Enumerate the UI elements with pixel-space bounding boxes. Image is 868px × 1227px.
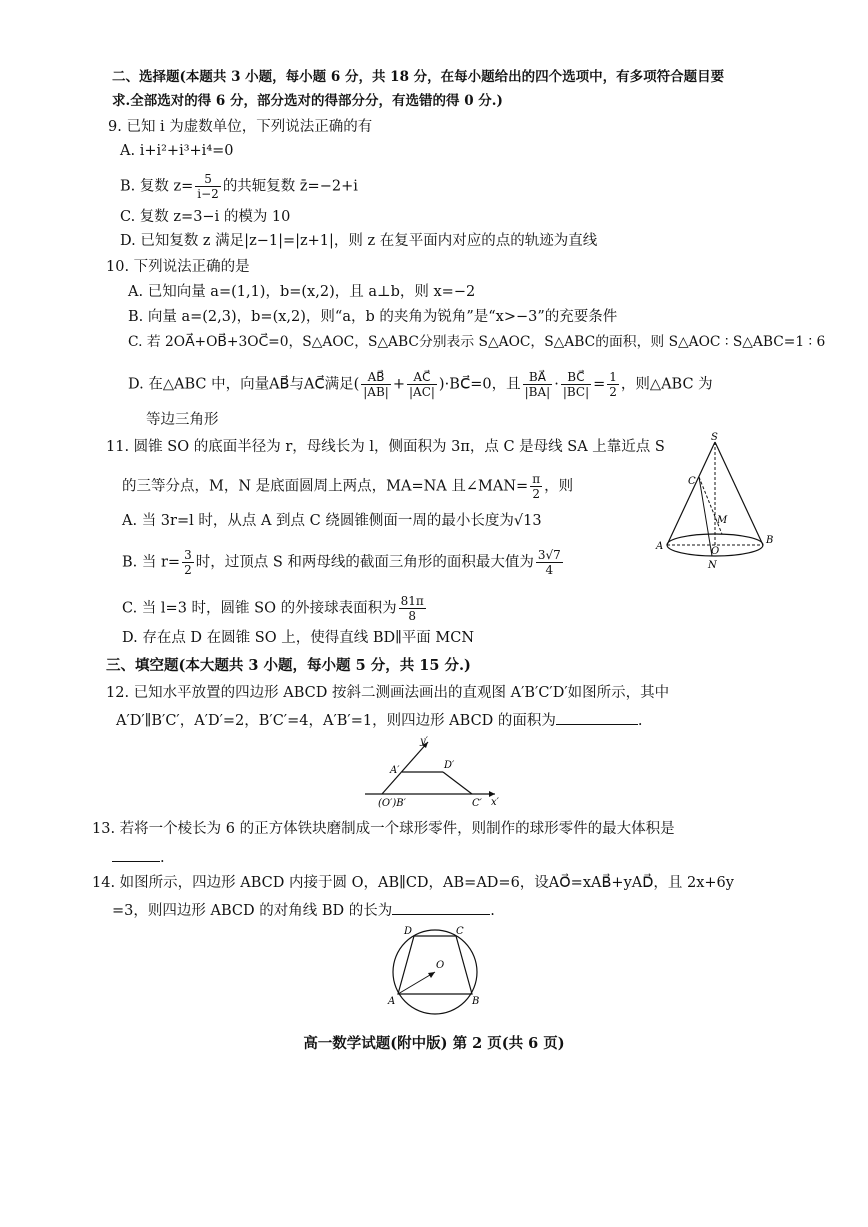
q11-option-a: A. 当 3r=l 时，从点 A 到点 C 绕圆锥侧面一周的最小长度为√13 — [122, 513, 542, 529]
q10-option-d-continued: 等边三角形 — [146, 412, 219, 428]
q9-stem: 9. 已知 i 为虚数单位，下列说法正确的有 — [108, 119, 373, 135]
cone-label-s: S — [711, 432, 718, 443]
q9-option-b: B. 复数 z= $\frac{5}{i-2}$ 的共轭复数 z̄=−2+i — [120, 172, 358, 201]
q11-stem-line1: 11. 圆锥 SO 的底面半径为 r，母线长为 l，侧面积为 3π，点 C 是母线 SA 上靠近点 S — [106, 439, 665, 455]
q12-line1: 12. 已知水平放置的四边形 ABCD 按斜二测画法画出的直观图 A′B′C′D′如图所示，其中 — [106, 685, 670, 701]
q11-option-c: C. 当 l=3 时，圆锥 SO 的外接球表面积为 $\frac{81\pi}{8}$ — [122, 594, 424, 623]
q11-option-b: B. 当 r= $\frac{3}{2}$ 时，过顶点 S 和两母线的截面三角形的面积最大值为 $\frac{3√7}{4}$ — [122, 548, 561, 577]
cone-label-a: A — [656, 541, 664, 552]
section3-header: 三、填空题(本大题共 3 小题，每小题 5 分，共 15 分.) — [106, 657, 471, 674]
q10-option-d: D. 在△ABC 中，向量AB⃗与AC⃗满足( $\frac{AB⃗}{|AB|}$ + $\frac{AC⃗}{|AC|}$ )·BC⃗=0，且 $\frac{BA⃗}{|BA|}$ · $\frac{BC⃗}{|BC|}$ = $\frac{1}{2}$ ，则△ABC 为 — [128, 370, 713, 399]
q13-answer-blank[interactable] — [112, 847, 160, 862]
cone-label-b: B — [766, 535, 774, 546]
cone-label-m: M — [717, 515, 728, 526]
q11-option-d: D. 存在点 D 在圆锥 SO 上，使得直线 BD∥平面 MCN — [122, 630, 475, 646]
cone-label-o: O — [711, 546, 720, 557]
cone-figure — [650, 430, 780, 575]
q14-line1: 14. 如图所示，四边形 ABCD 内接于圆 O，AB∥CD，AB=AD=6，设AO⃗=xAB⃗+yAD⃗，且 2x+6y — [92, 875, 734, 891]
circle-label-o: O — [436, 960, 445, 971]
q12-line2: A′D′∥B′C′，A′D′=2，B′C′=4，A′B′=1，则四边形 ABCD 的面积为 . — [116, 710, 643, 731]
oblique-label-a: A′ — [390, 765, 400, 776]
circle-label-b: B — [472, 996, 480, 1007]
q10-option-a: A. 已知向量 a=(1,1)，b=(x,2)，且 a⊥b，则 x=−2 — [128, 284, 476, 300]
oblique-figure — [360, 734, 510, 810]
circle-label-d: D — [404, 926, 413, 937]
section2-header-line2: 求.全部选对的得 6 分，部分选对的得部分分，有选错的得 0 分.) — [112, 93, 503, 109]
q10-option-b: B. 向量 a=(2,3)，b=(x,2)，则“a，b 的夹角为锐角”是“x>−3”的充要条件 — [128, 309, 618, 325]
circle-label-a: A — [388, 996, 396, 1007]
cone-label-c: C — [688, 476, 696, 487]
q14-line2: =3，则四边形 ABCD 的对角线 BD 的长为 . — [112, 900, 495, 921]
oblique-label-c: C′ — [472, 798, 482, 809]
q13-line1: 13. 若将一个棱长为 6 的正方体铁块磨制成一个球形零件，则制作的球形零件的最大体积是 — [92, 821, 675, 837]
q9-option-c: C. 复数 z=3−i 的模为 10 — [120, 209, 291, 225]
oblique-label-ob: (O′)B′ — [378, 798, 406, 809]
page-footer: 高一数学试题(附中版) 第 2 页(共 6 页) — [303, 1035, 565, 1052]
q13-line2: . — [112, 847, 165, 868]
q9-b-fraction: $\frac{5}{i-2}$ — [197, 172, 219, 201]
q12-answer-blank[interactable] — [556, 710, 638, 725]
q9-option-d: D. 已知复数 z 满足|z−1|=|z+1|，则 z 在复平面内对应的点的轨迹为直线 — [120, 233, 598, 249]
q14-answer-blank[interactable] — [392, 900, 490, 915]
oblique-label-d: D′ — [444, 760, 455, 771]
q11-stem-line2: 的三等分点，M，N 是底面圆周上两点，MA=NA 且∠MAN= $\frac{\pi}{2}$ ，则 — [122, 472, 574, 501]
q9-option-a: A. i+i²+i³+i⁴=0 — [120, 143, 234, 159]
q10-option-c: C. 若 2OA⃗+OB⃗+3OC⃗=0，S△AOC，S△ABC分别表示 S△AOC，S△ABC的面积，则 S△AOC ∶ S△ABC=1 ∶ 6 — [128, 334, 826, 350]
cone-label-n: N — [708, 560, 717, 571]
circle-figure — [380, 922, 490, 1022]
oblique-label-x: x′ — [491, 797, 499, 808]
circle-label-c: C — [456, 926, 464, 937]
section2-header-line1: 二、选择题(本题共 3 小题，每小题 6 分，共 18 分，在每小题给出的四个选项中，有多项符合题目要 — [112, 69, 725, 85]
oblique-label-y: y′ — [420, 736, 428, 747]
q10-stem: 10. 下列说法正确的是 — [106, 259, 250, 275]
